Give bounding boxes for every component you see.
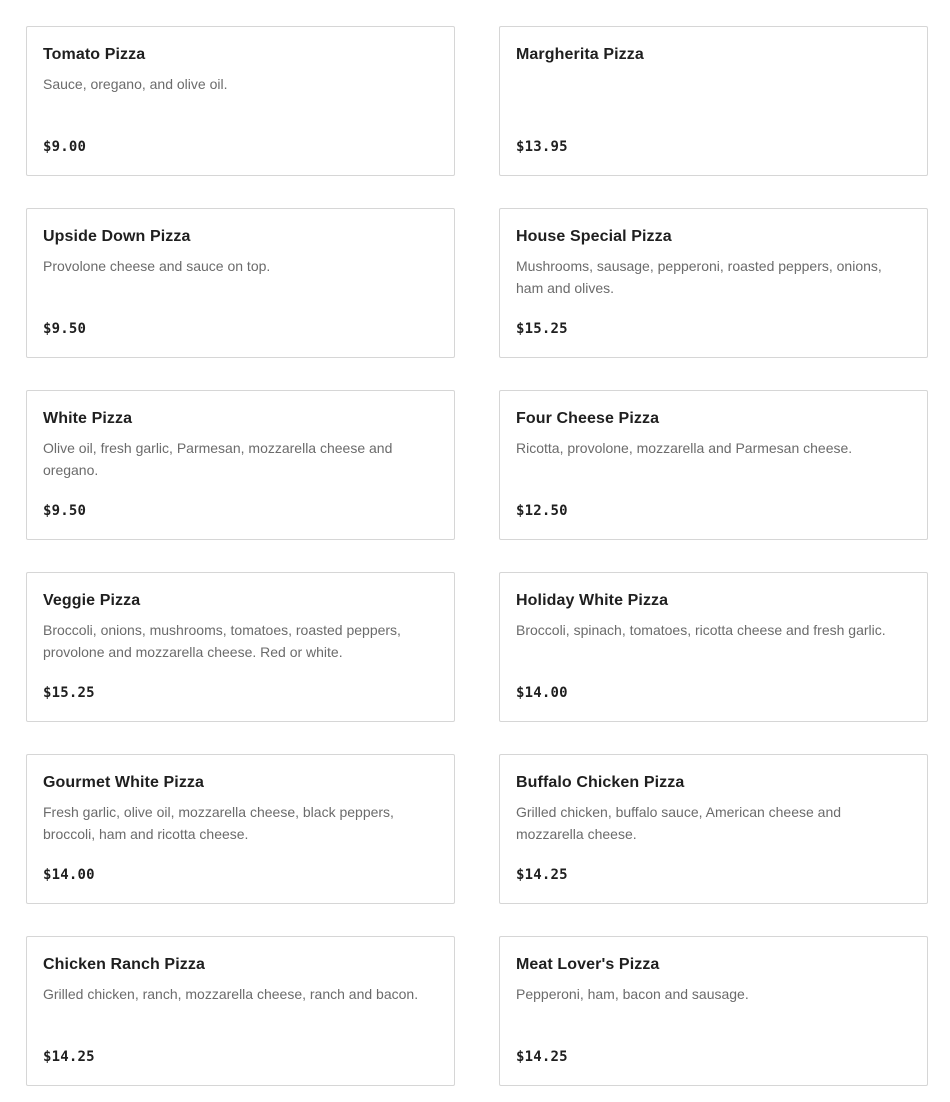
menu-item-card[interactable]	[26, 572, 455, 722]
menu-item-description: Provolone cheese and sauce on top.	[43, 258, 271, 274]
menu-item-price: $14.25	[516, 867, 568, 883]
menu-item-name: Holiday White Pizza	[516, 592, 669, 609]
menu-item-price: $13.95	[516, 139, 568, 155]
menu-item-description: Broccoli, spinach, tomatoes, ricotta cheese and fresh garlic.	[516, 622, 886, 638]
menu-item-card[interactable]	[499, 26, 928, 176]
menu-item-description: Pepperoni, ham, bacon and sausage.	[516, 986, 749, 1002]
menu-item-price: $14.25	[43, 1049, 95, 1065]
menu-item-name: Buffalo Chicken Pizza	[516, 774, 685, 791]
menu-item-description: Fresh garlic, olive oil, mozzarella cheese, black peppers, broccoli, ham and ricotta cheese.	[43, 804, 394, 842]
menu-item-description: Grilled chicken, buffalo sauce, American cheese and mozzarella cheese.	[516, 804, 842, 842]
menu-item-description: Ricotta, provolone, mozzarella and Parmesan cheese.	[516, 440, 853, 456]
menu-item-name: White Pizza	[43, 410, 133, 427]
menu-item-card[interactable]	[499, 754, 928, 904]
menu-item-card[interactable]	[26, 936, 455, 1086]
menu-item-name: Veggie Pizza	[43, 592, 141, 609]
menu-item-name: Gourmet White Pizza	[43, 774, 205, 791]
menu-item-name: Margherita Pizza	[516, 46, 644, 63]
menu-item-price: $15.25	[516, 321, 568, 337]
menu-item-card[interactable]	[26, 208, 455, 358]
menu-item-description: Sauce, oregano, and olive oil.	[43, 76, 228, 92]
menu-item-name: House Special Pizza	[516, 228, 672, 245]
menu-item-name: Tomato Pizza	[43, 46, 146, 63]
menu-item-card[interactable]	[499, 208, 928, 358]
menu-item-card[interactable]	[499, 572, 928, 722]
menu-item-name: Four Cheese Pizza	[516, 410, 660, 427]
menu-item-price: $14.00	[516, 685, 568, 701]
menu-item-card[interactable]	[499, 936, 928, 1086]
menu-item-price: $9.50	[43, 321, 87, 337]
menu-item-description: Broccoli, onions, mushrooms, tomatoes, roasted peppers, provolone and mozzarella cheese. Red or white.	[43, 622, 401, 660]
menu-item-price: $15.25	[43, 685, 95, 701]
menu-item-name: Chicken Ranch Pizza	[43, 956, 205, 973]
menu-item-card[interactable]	[26, 754, 455, 904]
menu-item-card[interactable]	[26, 390, 455, 540]
menu-item-name: Upside Down Pizza	[43, 228, 191, 245]
menu-item-card[interactable]	[499, 390, 928, 540]
menu-item-description: Grilled chicken, ranch, mozzarella cheese, ranch and bacon.	[43, 986, 419, 1002]
menu-item-price: $12.50	[516, 503, 568, 519]
menu-item-price: $14.25	[516, 1049, 568, 1065]
menu-item-description: Mushrooms, sausage, pepperoni, roasted peppers, onions, ham and olives.	[516, 258, 882, 296]
menu-item-price: $9.50	[43, 503, 87, 519]
menu-items-grid	[26, 26, 928, 1086]
menu-item-card[interactable]	[26, 26, 455, 176]
menu-item-description: Olive oil, fresh garlic, Parmesan, mozzarella cheese and oregano.	[43, 440, 393, 478]
menu-item-price: $9.00	[43, 139, 87, 155]
menu-item-name: Meat Lover's Pizza	[516, 956, 660, 973]
menu-item-price: $14.00	[43, 867, 95, 883]
